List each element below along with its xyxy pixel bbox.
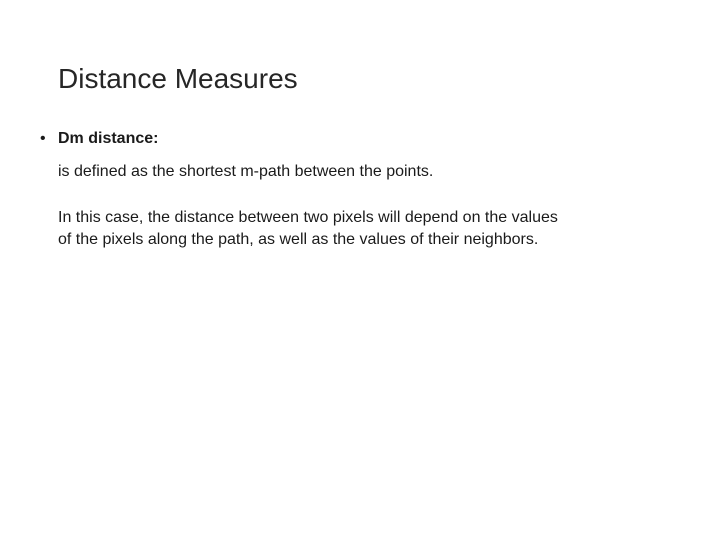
bullet-heading: Dm distance: [58, 130, 159, 147]
bullet-icon: • [40, 130, 46, 147]
paragraph-line: of the pixels along the path, as well as the values of their neighbors. [58, 231, 539, 248]
explanation-paragraph [40, 207, 680, 251]
definition-text: is defined as the shortest m-path between the points. [58, 163, 434, 180]
bullet-item [40, 128, 680, 150]
slide-title: Distance Measures [58, 63, 298, 94]
slide-body [40, 128, 680, 251]
paragraph-line: In this case, the distance between two pixels will depend on the values [58, 209, 558, 226]
